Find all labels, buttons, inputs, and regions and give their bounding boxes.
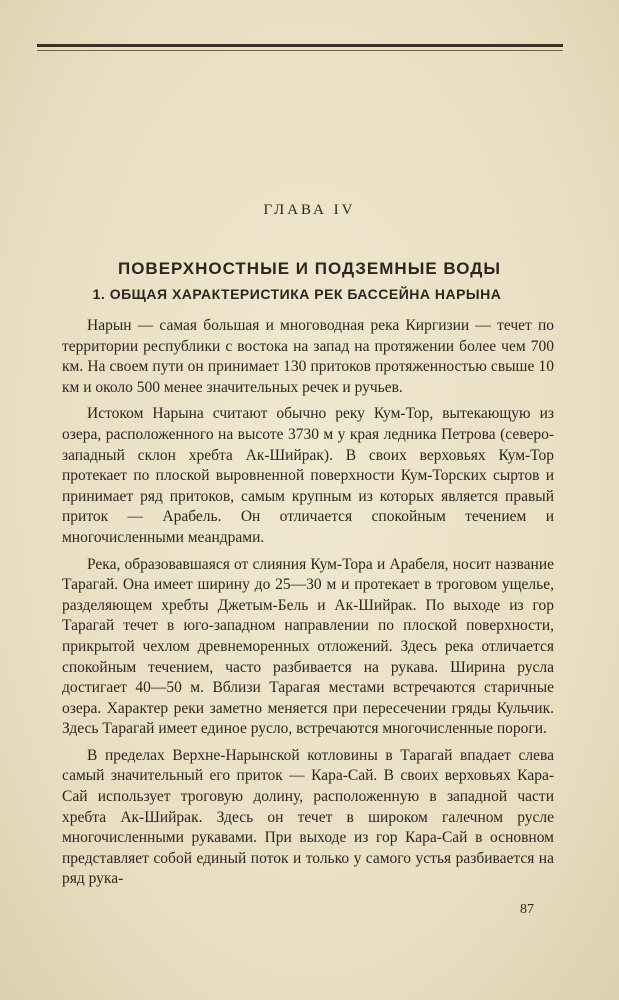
body-text bbox=[62, 316, 554, 896]
paragraph-2: Истоком Нарына считают обычно реку Кум-Тор, вытекающую из озера, расположенного на высоте 3730 м у края ледника Петрова (северо-западный склон хребта Ак-Шийрак). В своих верховьях Кум-Тор протекает по плоской выровненной поверхности Кум-Торских сыртов и принимает ряд притоков, самым крупным из которых является правый приток — Арабель. Он отличается спокойным течением и многочисленными меандрами. bbox=[62, 405, 554, 546]
chapter-heading: ГЛАВА IV bbox=[263, 202, 356, 218]
paragraph-1: Нарын — самая большая и многоводная река Киргизии — течет по территории республики с востока на запад на протяжении более чем 700 км. На своем пути он принимает 130 притоков протяженностью свыше 10 км и около 500 менее значительных речек и ручьев. bbox=[62, 317, 554, 396]
paragraph-4: В пределах Верхне-Нарынской котловины в Тарагай впадает слева самый значительный его приток — Кара-Сай. В своих верховьях Кара-Сай использует троговую долину, расположенную в западной части хребта Ак-Шийрак. Здесь он течет в широком галечном русле многочисленными рукавами. При выходе из гор Кара-Сай в основном представляет собой единый поток и только у самого устья разбивается на ряд рука- bbox=[62, 746, 554, 888]
section-title: ПОВЕРХНОСТНЫЕ И ПОДЗЕМНЫЕ ВОДЫ bbox=[117, 259, 502, 278]
header-rule-thin bbox=[37, 50, 563, 51]
header-rule bbox=[37, 44, 563, 47]
paragraph-3: Река, образовавшаяся от слияния Кум-Тора и Арабеля, носит название Тарагай. Она имеет ширину до 25—30 м и протекает в троговом ущелье, разделяющем хребты Джетым-Бель и Ак-Шийрак. По выходе из гор Тарагай течет в юго-западном направлении по плоской поверхности, прикрытой чехлом древнеморенных отложений. Здесь река отличается спокойным течением, часто разбивается на рукава. Ширина русла достигает 40—50 м. Вблизи Тарагая местами встречаются старичные озера. Характер реки заметно меняется при пересечении гряды Кульчик. Здесь Тарагай имеет единое русло, встречаются многочисленные пороги. bbox=[62, 555, 554, 738]
subsection-title: 1. ОБЩАЯ ХАРАКТЕРИСТИКА РЕК БАССЕЙНА НАРЫНА bbox=[92, 286, 502, 302]
page-number: 87 bbox=[520, 902, 534, 917]
